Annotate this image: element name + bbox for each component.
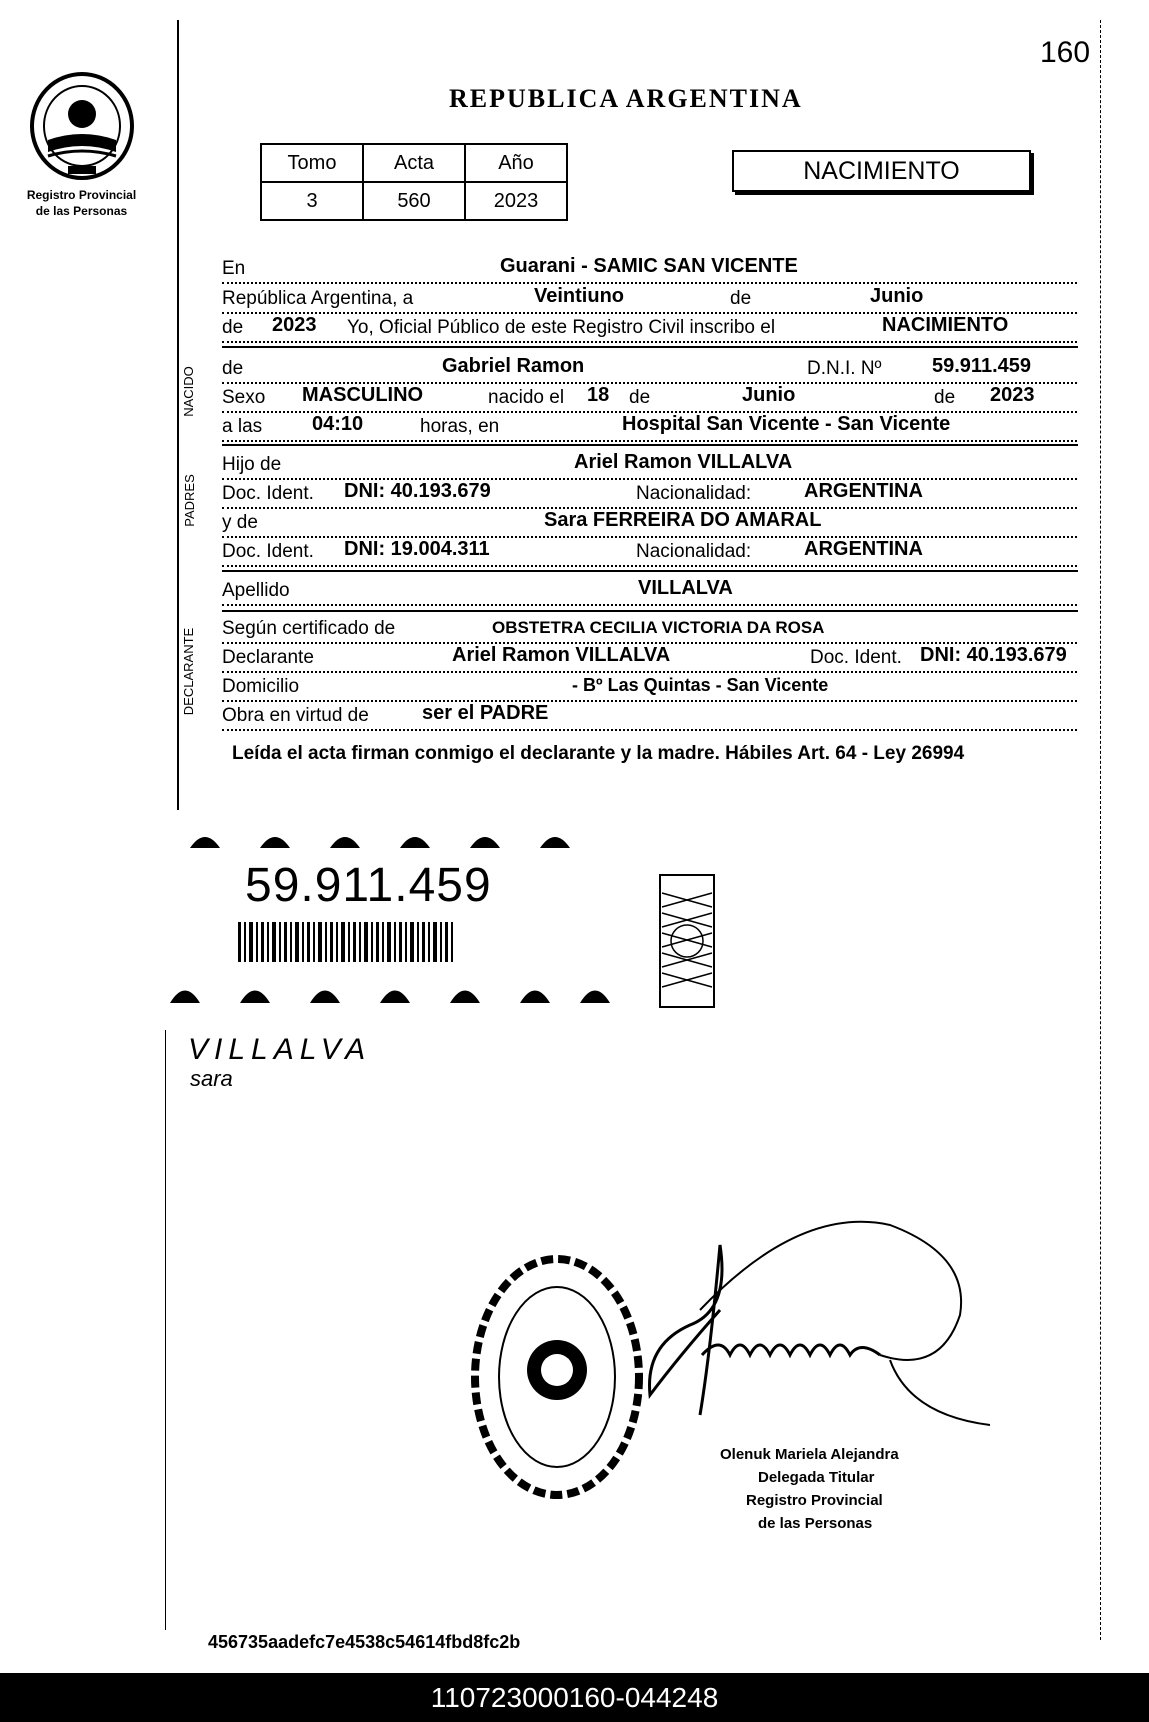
signature bbox=[640, 1215, 1010, 1440]
cert-value: OBSTETRA CECILIA VICTORIA DA ROSA bbox=[492, 618, 825, 637]
signatory-role: Delegada Titular bbox=[758, 1469, 875, 1486]
de-label-2: de bbox=[222, 317, 244, 338]
birth-year: 2023 bbox=[990, 384, 1035, 406]
decl-doc-value: DNI: 40.193.679 bbox=[920, 644, 1067, 666]
agency-name-line2: de las Personas bbox=[35, 204, 128, 218]
row-mother-doc bbox=[222, 539, 1077, 567]
handwritten-surname: VILLALVA bbox=[188, 1033, 372, 1066]
page-title: REPUBLICA ARGENTINA bbox=[449, 84, 803, 113]
father-nac-label: Nacionalidad: bbox=[636, 483, 752, 504]
row-oficial bbox=[222, 315, 1077, 343]
province-emblem bbox=[28, 70, 136, 182]
mother-nac-label: Nacionalidad: bbox=[636, 541, 752, 562]
dni-value: 59.911.459 bbox=[932, 355, 1031, 377]
en-value: Guarani - SAMIC SAN VICENTE bbox=[500, 255, 798, 277]
row-obra bbox=[222, 703, 1077, 731]
registry-table bbox=[260, 143, 568, 221]
row-apellido bbox=[222, 578, 1077, 606]
registry-header-acta: Acta bbox=[363, 144, 465, 182]
mother-doc: DNI: 19.004.311 bbox=[344, 538, 490, 560]
handwritten-firstname: sara bbox=[190, 1066, 233, 1091]
nacido-el-label: nacido el bbox=[488, 387, 565, 408]
mother-doc-label: Doc. Ident. bbox=[222, 541, 314, 562]
registry-value-tomo: 3 bbox=[261, 182, 363, 220]
horas-label: horas, en bbox=[420, 416, 500, 437]
de-label: de bbox=[730, 288, 752, 309]
obra-label: Obra en virtud de bbox=[222, 705, 369, 726]
row-nacido-hora bbox=[222, 414, 1077, 442]
page-number: 160 bbox=[1040, 36, 1091, 69]
signatory-office-1: Registro Provincial bbox=[746, 1492, 883, 1509]
right-margin-line bbox=[1100, 20, 1101, 1640]
row-nacido-sexo bbox=[222, 385, 1077, 413]
row-hijo bbox=[222, 452, 1077, 480]
registry-header-tomo: Tomo bbox=[261, 144, 363, 182]
father-doc: DNI: 40.193.679 bbox=[344, 480, 491, 502]
registry-value-anio: 2023 bbox=[465, 182, 567, 220]
dni-label: D.N.I. Nº bbox=[807, 358, 882, 379]
separator bbox=[222, 610, 1078, 612]
left-margin-line-lower bbox=[165, 1030, 166, 1630]
year-value: 2023 bbox=[272, 314, 317, 336]
registry-value-acta: 560 bbox=[363, 182, 465, 220]
act-type-value: NACIMIENTO bbox=[882, 314, 1009, 336]
father-name: Ariel Ramon VILLALVA bbox=[574, 451, 793, 473]
footer-code: 110723000160-044248 bbox=[0, 1673, 1149, 1722]
row-domicilio bbox=[222, 674, 1077, 702]
decl-value: Ariel Ramon VILLALVA bbox=[452, 644, 671, 666]
father-nac: ARGENTINA bbox=[804, 480, 923, 502]
signatory-office-2: de las Personas bbox=[758, 1515, 873, 1532]
row-nacido-name bbox=[222, 356, 1077, 384]
agency-name-line1: Registro Provincial bbox=[26, 188, 137, 202]
en-label: En bbox=[222, 258, 246, 279]
hospital-seal bbox=[470, 1255, 645, 1500]
birth-day: 18 bbox=[587, 384, 610, 406]
dom-value: - Bº Las Quintas - San Vicente bbox=[572, 675, 829, 695]
decl-doc-label: Doc. Ident. bbox=[810, 647, 902, 668]
hijo-label: Hijo de bbox=[222, 454, 282, 475]
apellido-value: VILLALVA bbox=[638, 577, 733, 599]
birth-month: Junio bbox=[742, 384, 796, 406]
birth-place: Hospital San Vicente - San Vicente bbox=[622, 413, 951, 435]
row-republica bbox=[222, 286, 1077, 314]
birth-time: 04:10 bbox=[312, 413, 364, 435]
republica-label: República Argentina, a bbox=[222, 288, 414, 309]
hologram-stamp bbox=[658, 873, 716, 1009]
nacido-de-label: de bbox=[222, 358, 244, 379]
separator bbox=[222, 346, 1078, 348]
sexo-label: Sexo bbox=[222, 387, 266, 408]
nacido-name: Gabriel Ramon bbox=[442, 355, 585, 377]
legal-note: Leída el acta firman conmigo el declarante y la madre. Hábiles Art. 64 - Ley 26994 bbox=[232, 743, 965, 764]
birth-de-label: de bbox=[629, 387, 651, 408]
section-label-nacido: NACIDO bbox=[180, 366, 196, 417]
mother-name: Sara FERREIRA DO AMARAL bbox=[544, 509, 822, 531]
alas-label: a las bbox=[222, 416, 263, 437]
birth-de-label-2: de bbox=[934, 387, 956, 408]
cert-label: Según certificado de bbox=[222, 618, 396, 639]
row-declarante bbox=[222, 645, 1077, 673]
month-value: Junio bbox=[870, 285, 924, 307]
separator bbox=[222, 570, 1078, 572]
left-margin-line bbox=[177, 20, 179, 810]
apellido-label: Apellido bbox=[222, 580, 290, 601]
row-father-doc bbox=[222, 481, 1077, 509]
sexo-value: MASCULINO bbox=[302, 384, 424, 406]
row-en bbox=[222, 256, 1077, 284]
day-value: Veintiuno bbox=[534, 285, 624, 307]
row-yde bbox=[222, 510, 1077, 538]
father-doc-label: Doc. Ident. bbox=[222, 483, 314, 504]
document-hash: 456735aadefc7e4538c54614fbd8fc2b bbox=[208, 1632, 521, 1652]
separator bbox=[222, 444, 1078, 446]
dom-label: Domicilio bbox=[222, 676, 300, 697]
signatory-name: Olenuk Mariela Alejandra bbox=[720, 1446, 899, 1463]
id-number: 59.911.459 bbox=[245, 859, 492, 912]
row-certificado bbox=[222, 616, 1077, 644]
oficial-text: Yo, Oficial Público de este Registro Civil inscribo el bbox=[347, 317, 776, 338]
decl-label: Declarante bbox=[222, 647, 314, 668]
mother-nac: ARGENTINA bbox=[804, 538, 923, 560]
record-type-box: NACIMIENTO bbox=[732, 150, 1031, 192]
obra-value: ser el PADRE bbox=[422, 702, 549, 724]
section-label-declarante: DECLARANTE bbox=[181, 627, 197, 716]
yde-label: y de bbox=[222, 512, 258, 533]
registry-header-anio: Año bbox=[465, 144, 567, 182]
section-label-padres: PADRES bbox=[181, 474, 197, 527]
